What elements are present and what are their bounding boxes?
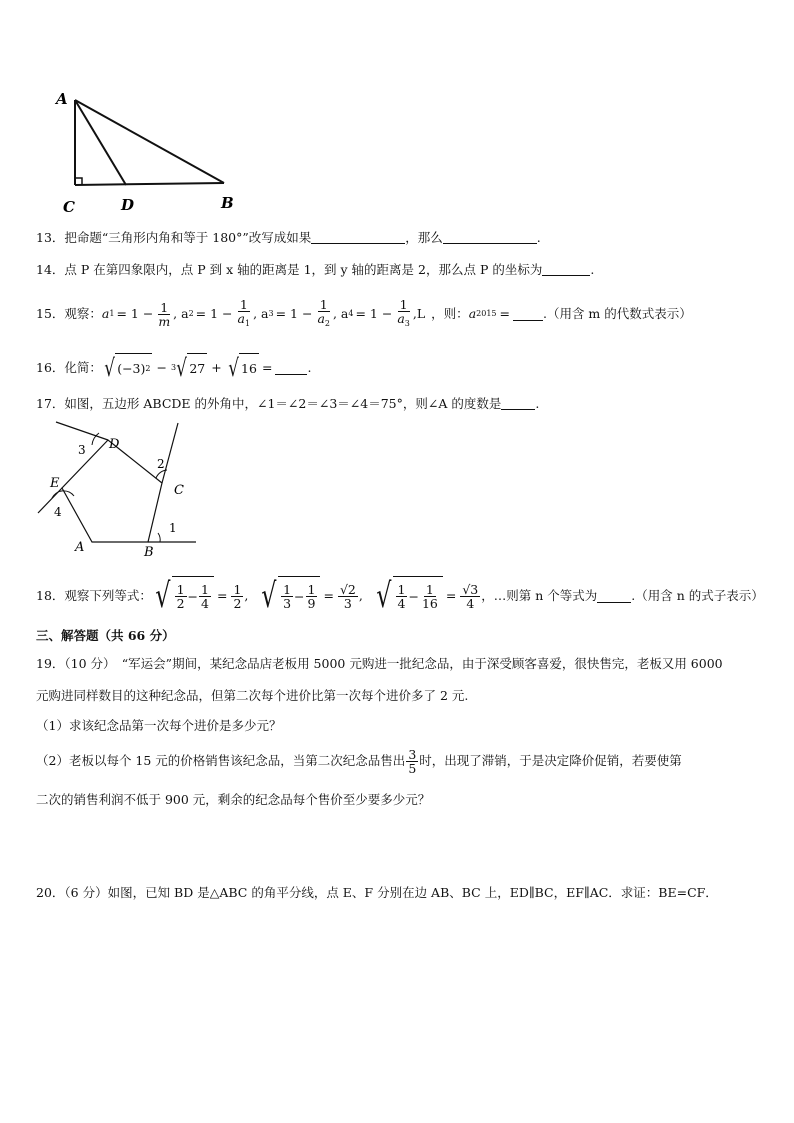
q16-blank[interactable]: [275, 362, 307, 375]
section-3-heading: 三、解答题（共 66 分）: [36, 628, 175, 643]
question-17: 17．如图，五边形 ABCDE 的外角中，∠1＝∠2＝∠3＝∠4＝75°，则∠A 的度数是 .: [36, 396, 540, 411]
label-A: A: [56, 90, 68, 108]
q17-text: 17．如图，五边形 ABCDE 的外角中，∠1＝∠2＝∠3＝∠4＝75°，则∠A 的度数是: [36, 396, 502, 411]
q18-blank[interactable]: [597, 590, 631, 603]
question-14: 14．点 P 在第四象限内，点 P 到 x 轴的距离是 1，到 y 轴的距离是 2，那么点 P 的坐标为 .: [36, 262, 595, 277]
svg-text:3: 3: [78, 443, 86, 457]
question-15: 15．观察： a 1 = 1 − $\frac{1}{m}$ , a 2 = 1 − $\frac{1}{a_1}$ , a 3 = 1 − $\frac{1}{a_2}$ , a 4 = 1 − $\frac{1}{a_3}$ ,L ，则： a 2015 = .（用含 m 的代数式表示）: [36, 297, 692, 329]
question-20: 20．（6 分）如图，已知 BD 是△ABC 的角平分线，点 E、F 分别在边 AB、BC 上，ED∥BC，EF∥AC．求证：BE=CF．: [36, 885, 718, 900]
svg-text:2: 2: [157, 457, 165, 471]
q17-blank[interactable]: [501, 397, 535, 410]
svg-text:E: E: [50, 476, 60, 491]
q19-part-1: （1）求该纪念品第一次每个进价是多少元？: [36, 718, 282, 733]
question-16: 16．化简： √ (−3) 2 − 3 √ 27 + √ 16 = .: [36, 354, 312, 382]
q13-text: 13．把命题“三角形内角和等于 180°”改写成如果: [36, 230, 312, 245]
q19-part-2: （2）老板以每个 15 元的价格销售该纪念品，当第二次纪念品售出 $\frac{3}{5}$ 时，出现了滞销，于是决定降价促销，若要使第: [36, 746, 682, 776]
pentagon-figure: [36, 420, 206, 562]
q19-line-2: 元购进同样数目的这种纪念品，但第二次每个进价比第一次每个进价多了 2 元.: [36, 688, 469, 703]
question-13: 13．把命题“三角形内角和等于 180°”改写成如果 ，那么 .: [36, 230, 541, 245]
q15-blank[interactable]: [513, 308, 543, 321]
svg-text:B: B: [144, 545, 154, 560]
label-D: D: [121, 196, 135, 214]
label-C: C: [63, 198, 75, 216]
svg-text:D: D: [109, 437, 120, 452]
q19-line-1: 19．（10 分） “军运会”期间，某纪念品店老板用 5000 元购进一批纪念品，由于深受顾客喜爱，很快售完，老板又用 6000: [36, 656, 723, 671]
svg-text:A: A: [75, 540, 85, 555]
q13-blank-1[interactable]: [311, 231, 405, 244]
question-18: 18．观察下列等式： √ $\frac{1}{2}$ − $\frac{1}{4}$ = $\frac{1}{2}$ , √ $\frac{1}{3}$ − $\frac{1}{9}$ = $\frac{√2}{3}$ , √ $\frac{1}{4}$ − $\frac{1}{16}$ = $\frac{√3}{4}$ ，…则第 n 个等式为 .（用含 n 的式子表示）: [36, 576, 764, 616]
label-B: B: [221, 194, 234, 212]
q14-text: 14．点 P 在第四象限内，点 P 到 x 轴的距离是 1，到 y 轴的距离是 2，那么点 P 的坐标为: [36, 262, 543, 277]
svg-text:C: C: [174, 483, 184, 498]
svg-text:4: 4: [54, 505, 62, 519]
q13-blank-2[interactable]: [443, 231, 537, 244]
svg-text:1: 1: [169, 521, 177, 535]
q19-part-2-cont: 二次的销售利润不低于 900 元，剩余的纪念品每个售价至少要多少元？: [36, 792, 431, 807]
triangle-figure: [50, 86, 250, 218]
q13-mid: ，那么: [405, 230, 443, 245]
q14-blank[interactable]: [542, 263, 590, 276]
